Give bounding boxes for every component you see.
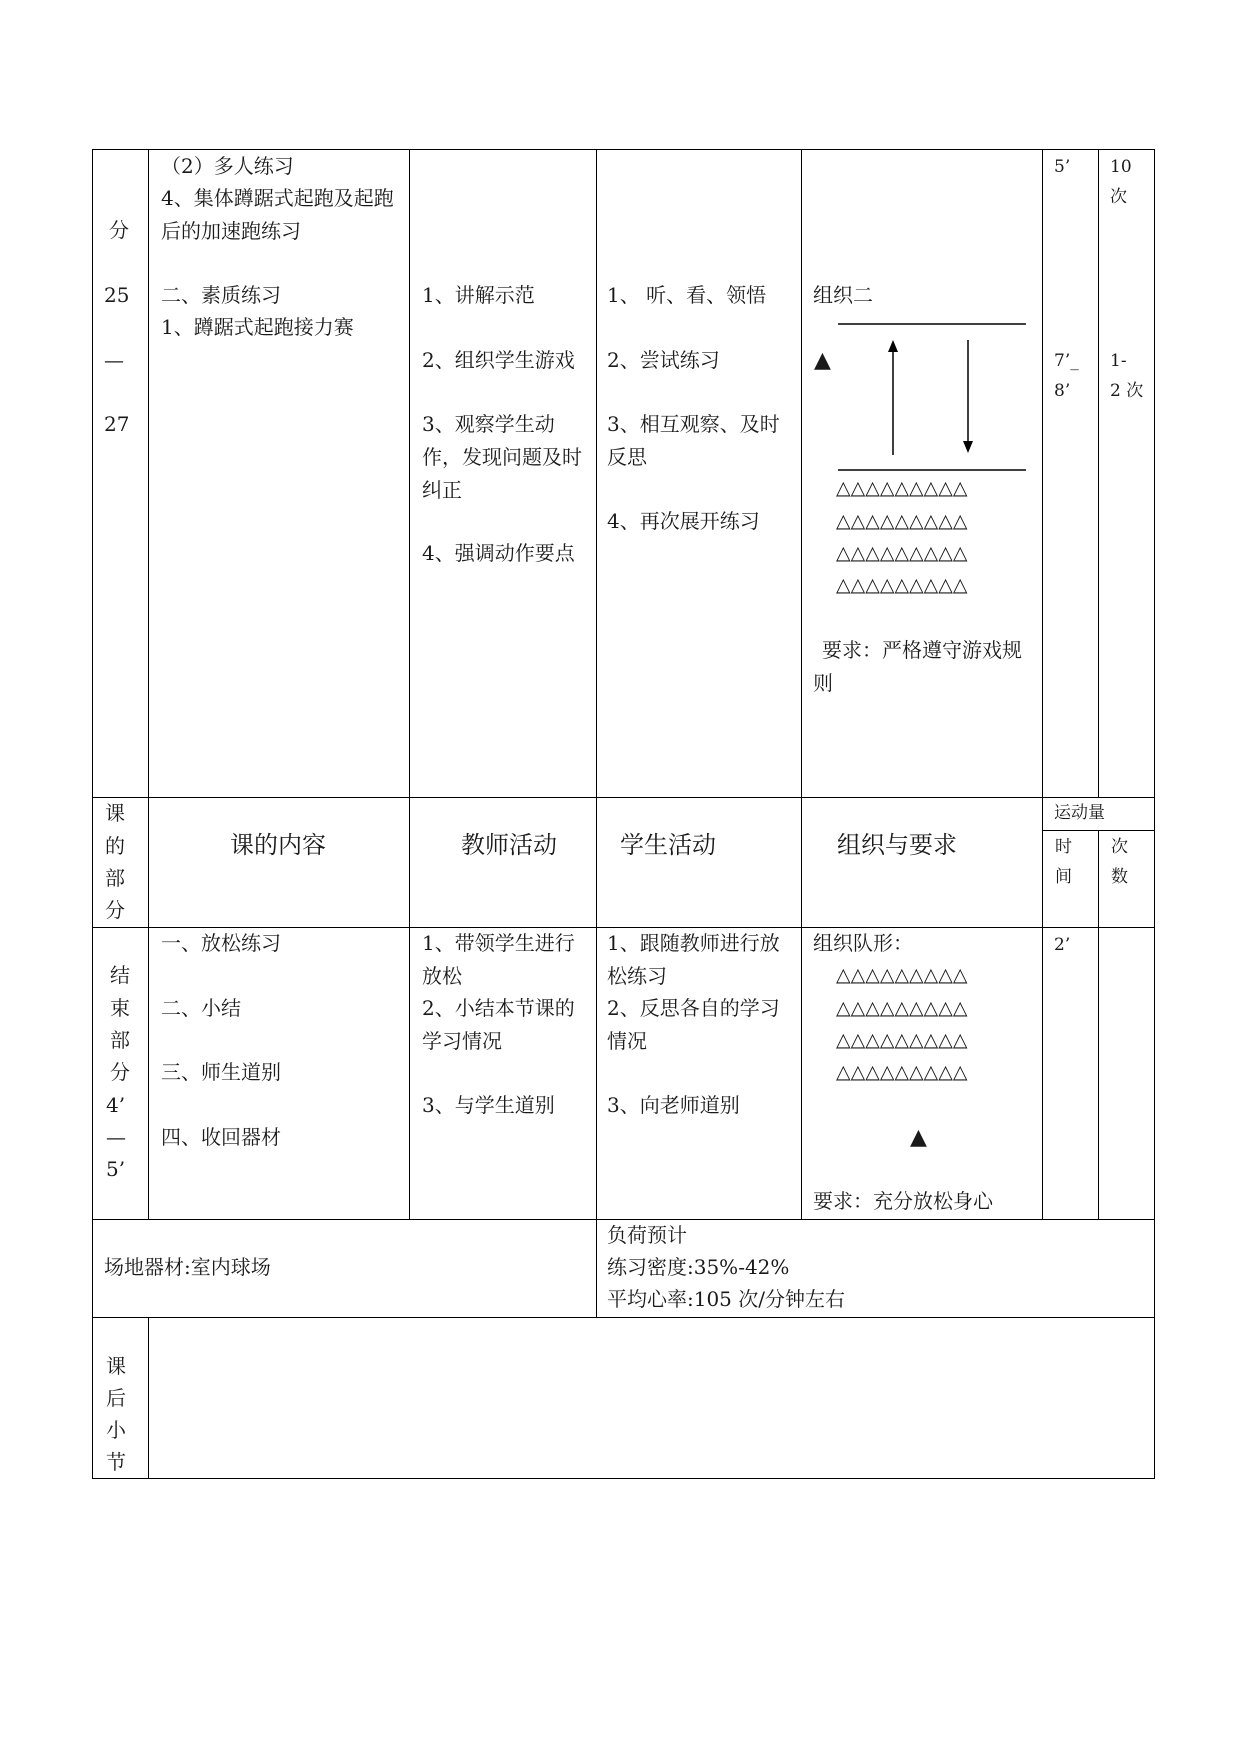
- student-try: 2、尝试练习: [607, 348, 720, 372]
- teacher-emphasize: 4、强调动作要点: [422, 541, 575, 565]
- time-5: 5’: [1054, 157, 1071, 177]
- header-count-2: 数: [1111, 867, 1128, 887]
- student-row-1: △△△△△△△△△: [836, 477, 968, 499]
- average-heart-rate: 平均心率:105 次/分钟左右: [607, 1287, 846, 1311]
- header-time-1: 时: [1055, 837, 1072, 857]
- header-part-3: 部: [105, 866, 125, 890]
- arrow-up-head: [888, 340, 898, 352]
- ending-part-7: 5’: [106, 1157, 126, 1181]
- section-label-dash: —: [104, 348, 124, 372]
- teacher-observe: 3、观察学生动作，发现问题及时纠正: [422, 412, 582, 502]
- teacher-marker-upper: ▲: [814, 348, 831, 373]
- ending-student-relax: 1、跟随教师进行放松练习: [607, 931, 780, 988]
- teacher-marker-ending: ▲: [910, 1125, 927, 1150]
- ending-content-farewell: 三、师生道别: [161, 1060, 281, 1084]
- ending-part-6: —: [106, 1125, 126, 1149]
- header-time-2: 间: [1055, 867, 1072, 887]
- header-part-4: 分: [105, 898, 125, 922]
- time-8: 8’: [1054, 381, 1071, 401]
- ending-teacher-farewell: 3、与学生道别: [422, 1093, 555, 1117]
- summary-label-1: 课: [106, 1354, 126, 1378]
- ending-row-2: △△△△△△△△△: [836, 997, 968, 1019]
- ending-part-5: 4’: [106, 1093, 126, 1117]
- content-multi-practice: （2）多人练习: [161, 154, 294, 178]
- ending-part-3: 部: [110, 1028, 130, 1052]
- ending-time: 2’: [1054, 935, 1071, 955]
- ending-student-reflect: 2、反思各自的学习情况: [607, 996, 780, 1053]
- load-title: 负荷预计: [607, 1223, 687, 1247]
- header-org: 组织与要求: [837, 831, 957, 859]
- venue-equipment: 场地器材:室内球场: [104, 1255, 271, 1279]
- ending-org-title: 组织队形：: [813, 931, 913, 955]
- section-label-fen: 分: [109, 218, 129, 242]
- summary-label-4: 节: [106, 1450, 126, 1474]
- student-listen: 1、 听、看、领悟: [607, 283, 767, 307]
- ending-teacher-relax: 1、带领学生进行放松: [422, 931, 575, 988]
- time-7: 7’_: [1054, 351, 1079, 371]
- count-1: 1-: [1110, 351, 1127, 371]
- count-10: 10: [1110, 157, 1132, 177]
- content-group-start: 4、集体蹲踞式起跑及起跑后的加速跑练习: [161, 186, 394, 243]
- student-practice-again: 4、再次展开练习: [607, 509, 760, 533]
- ending-org-requirement: 要求：充分放松身心: [813, 1189, 993, 1213]
- ending-part-4: 分: [110, 1060, 130, 1084]
- teacher-explain: 1、讲解示范: [422, 283, 535, 307]
- ending-row-4: △△△△△△△△△: [836, 1061, 968, 1083]
- ending-content-summary: 二、小结: [161, 996, 241, 1020]
- count-ci: 次: [1110, 187, 1127, 207]
- practice-density: 练习密度:35%-42%: [607, 1255, 790, 1279]
- section-label-27: 27: [104, 412, 130, 436]
- ending-part-1: 结: [110, 963, 130, 987]
- student-row-2: △△△△△△△△△: [836, 510, 968, 532]
- content-relay-race: 1、蹲踞式起跑接力赛: [161, 315, 354, 339]
- ending-content-relax: 一、放松练习: [161, 931, 281, 955]
- summary-label-2: 后: [106, 1386, 126, 1410]
- student-row-3: △△△△△△△△△: [836, 542, 968, 564]
- ending-row-3: △△△△△△△△△: [836, 1029, 968, 1051]
- student-observe: 3、相互观察、及时反思: [607, 412, 780, 469]
- section-label-25: 25: [104, 283, 130, 307]
- ending-content-equipment: 四、收回器材: [161, 1125, 281, 1149]
- teacher-organize-game: 2、组织学生游戏: [422, 348, 575, 372]
- header-part-1: 课: [105, 801, 125, 825]
- count-2-ci: 2 次: [1110, 381, 1144, 401]
- arrow-down-head: [963, 441, 973, 453]
- header-teacher: 教师活动: [461, 831, 557, 859]
- ending-student-farewell: 3、向老师道别: [607, 1093, 740, 1117]
- header-student: 学生活动: [620, 831, 716, 859]
- header-load: 运动量: [1054, 803, 1105, 823]
- ending-row-1: △△△△△△△△△: [836, 964, 968, 986]
- content-quality-practice: 二、素质练习: [161, 283, 281, 307]
- header-part-2: 的: [105, 834, 125, 858]
- summary-label-3: 小: [106, 1418, 126, 1442]
- org-requirement-upper: 要求：严格遵守游戏规则: [813, 638, 1022, 695]
- student-row-4: △△△△△△△△△: [836, 574, 968, 596]
- header-content: 课的内容: [230, 831, 326, 859]
- org-title-two: 组织二: [813, 283, 873, 307]
- header-count-1: 次: [1111, 837, 1128, 857]
- ending-teacher-summary: 2、小结本节课的学习情况: [422, 996, 575, 1053]
- ending-part-2: 束: [110, 996, 130, 1020]
